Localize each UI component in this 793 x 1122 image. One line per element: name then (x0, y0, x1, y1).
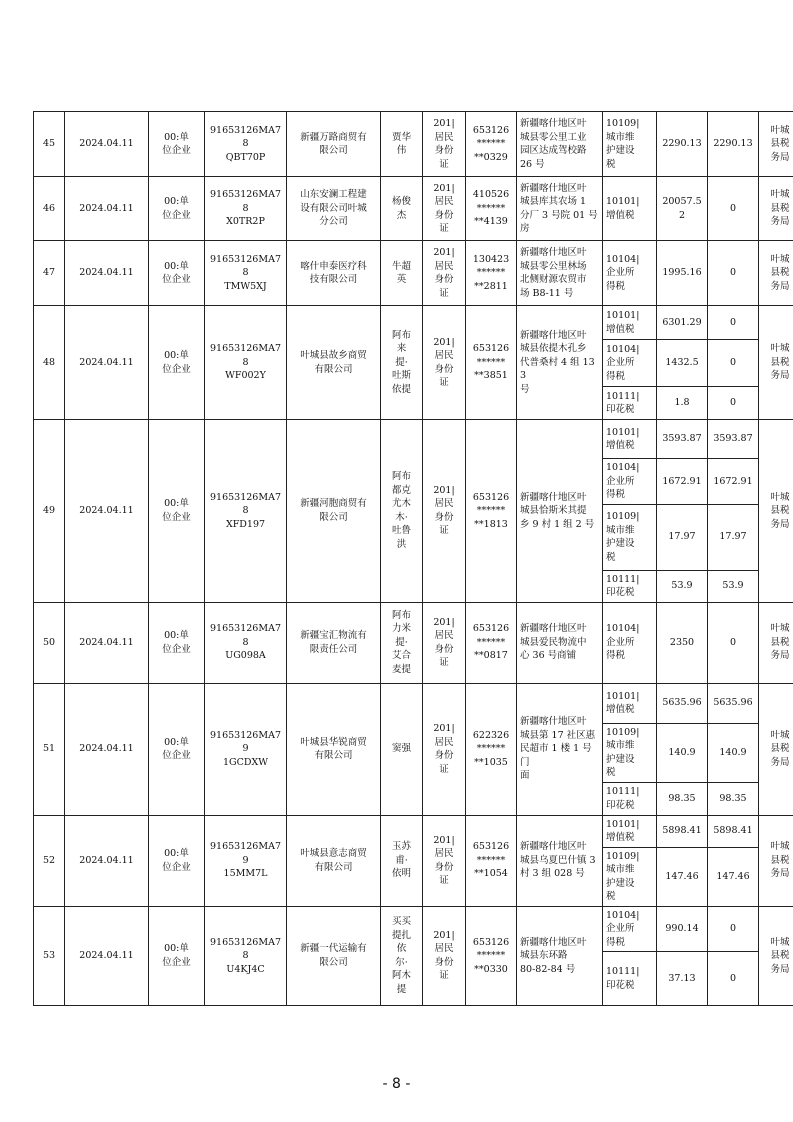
tax-office-cell: 叶城 县税 务局 (759, 906, 793, 1006)
tax-amount-cell: 0 (708, 952, 759, 1006)
tax-office-cell: 叶城 县税 务局 (759, 112, 793, 177)
id-number-cell: 653126 ****** **0329 (466, 112, 517, 177)
row-number: 47 (34, 241, 65, 306)
date-cell: 2024.04.11 (65, 112, 149, 177)
date-cell: 2024.04.11 (65, 241, 149, 306)
taxpayer-type-cell: 00:单 位企业 (149, 241, 205, 306)
tax-type-cell: 10101| 增值税 (603, 420, 657, 459)
tax-office-cell: 叶城 县税 务局 (759, 602, 793, 683)
table-row (34, 177, 793, 241)
tax-amount-cell: 1672.91 (657, 459, 708, 505)
id-number-cell: 130423 ****** **2811 (466, 241, 517, 306)
tax-amount-cell: 140.9 (657, 723, 708, 782)
id-type-cell: 201| 居民 身份 证 (423, 112, 466, 177)
tax-type-cell: 10101| 增值税 (603, 815, 657, 847)
tax-amount-cell: 140.9 (708, 723, 759, 782)
row-number: 49 (34, 420, 65, 603)
tax-type-cell: 10104| 企业所 得税 (603, 459, 657, 505)
date-cell: 2024.04.11 (65, 602, 149, 683)
page-number: - 8 - (382, 1076, 411, 1092)
taxpayer-type-cell: 00:单 位企业 (149, 602, 205, 683)
tax-amount-cell: 2350 (657, 602, 708, 683)
tax-amount-cell: 1432.5 (657, 340, 708, 387)
address-cell: 新疆喀什地区叶 城县爱民物流中 心 36 号商铺 (517, 602, 603, 683)
tax-amount-cell: 147.46 (657, 847, 708, 906)
tax-amount-cell: 3593.87 (708, 420, 759, 459)
tax-amount-cell: 2290.13 (657, 112, 708, 177)
tax-amount-cell: 17.97 (708, 504, 759, 570)
id-type-cell: 201| 居民 身份 证 (423, 602, 466, 683)
row-number: 51 (34, 683, 65, 815)
table-row (34, 241, 793, 306)
table-row (34, 306, 793, 340)
id-number-cell: 410526 ****** **4139 (466, 177, 517, 241)
tax-type-cell: 10109| 城市维 护建设 税 (603, 847, 657, 906)
credit-code-cell: 91653126MA78 UG098A (205, 602, 287, 683)
tax-amount-cell: 53.9 (657, 570, 708, 602)
company-name-cell: 叶城县华锐商贸 有限公司 (287, 683, 381, 815)
credit-code-cell: 91653126MA78 U4KJ4C (205, 906, 287, 1006)
tax-type-cell: 10104| 企业所 得税 (603, 906, 657, 952)
legal-person-cell: 窦强 (381, 683, 423, 815)
legal-person-cell: 阿布 力米 提· 艾合 麦提 (381, 602, 423, 683)
date-cell: 2024.04.11 (65, 815, 149, 906)
row-number: 53 (34, 906, 65, 1006)
tax-office-cell: 叶城 县税 务局 (759, 306, 793, 420)
table-row (34, 420, 793, 459)
id-type-cell: 201| 居民 身份 证 (423, 906, 466, 1006)
taxpayer-type-cell: 00:单 位企业 (149, 112, 205, 177)
tax-amount-cell: 0 (708, 241, 759, 306)
tax-office-cell: 叶城 县税 务局 (759, 177, 793, 241)
address-cell: 新疆喀什地区叶 城县恰斯米其提 乡 9 村 1 组 2 号 (517, 420, 603, 603)
row-number: 45 (34, 112, 65, 177)
table-row (34, 602, 793, 683)
company-name-cell: 新疆一代运输有 限公司 (287, 906, 381, 1006)
row-number: 52 (34, 815, 65, 906)
tax-amount-cell: 0 (708, 387, 759, 420)
legal-person-cell: 杨俊 杰 (381, 177, 423, 241)
tax-amount-cell: 0 (708, 340, 759, 387)
id-type-cell: 201| 居民 身份 证 (423, 683, 466, 815)
tax-office-cell: 叶城 县税 务局 (759, 683, 793, 815)
id-number-cell: 653126 ****** **1054 (466, 815, 517, 906)
tax-type-cell: 10109| 城市维 护建设 税 (603, 504, 657, 570)
tax-type-cell: 10111| 印花税 (603, 952, 657, 1006)
date-cell: 2024.04.11 (65, 420, 149, 603)
tax-amount-cell: 5635.96 (708, 683, 759, 723)
address-cell: 新疆喀什地区叶 城县东环路 80-82-84 号 (517, 906, 603, 1006)
tax-type-cell: 10104| 企业所 得税 (603, 602, 657, 683)
credit-code-cell: 91653126MA78 WF002Y (205, 306, 287, 420)
legal-person-cell: 买买 提扎 依 尔· 阿木 提 (381, 906, 423, 1006)
tax-amount-cell: 0 (708, 906, 759, 952)
taxpayer-type-cell: 00:单 位企业 (149, 815, 205, 906)
id-number-cell: 653126 ****** **0330 (466, 906, 517, 1006)
id-type-cell: 201| 居民 身份 证 (423, 241, 466, 306)
taxpayer-type-cell: 00:单 位企业 (149, 177, 205, 241)
tax-amount-cell: 147.46 (708, 847, 759, 906)
legal-person-cell: 玉苏 甫· 依明 (381, 815, 423, 906)
tax-amount-cell: 6301.29 (657, 306, 708, 340)
tax-amount-cell: 0 (708, 177, 759, 241)
tax-type-cell: 10104| 企业所 得税 (603, 241, 657, 306)
tax-amount-cell: 1672.91 (708, 459, 759, 505)
row-number: 50 (34, 602, 65, 683)
company-name-cell: 喀什申泰医疗科 技有限公司 (287, 241, 381, 306)
id-type-cell: 201| 居民 身份 证 (423, 420, 466, 603)
id-type-cell: 201| 居民 身份 证 (423, 177, 466, 241)
tax-record-table (33, 111, 793, 1006)
date-cell: 2024.04.11 (65, 306, 149, 420)
tax-amount-cell: 1.8 (657, 387, 708, 420)
tax-amount-cell: 53.9 (708, 570, 759, 602)
tax-amount-cell: 98.35 (657, 782, 708, 815)
table-row (34, 112, 793, 177)
tax-type-cell: 10109| 城市维 护建设 税 (603, 112, 657, 177)
table-row (34, 906, 793, 952)
address-cell: 新疆喀什地区叶 城县第 17 社区惠 民超市 1 楼 1 号门 面 (517, 683, 603, 815)
legal-person-cell: 贾华 伟 (381, 112, 423, 177)
tax-amount-cell: 5898.41 (657, 815, 708, 847)
id-type-cell: 201| 居民 身份 证 (423, 815, 466, 906)
row-number: 46 (34, 177, 65, 241)
company-name-cell: 叶城县故乡商贸 有限公司 (287, 306, 381, 420)
row-number: 48 (34, 306, 65, 420)
tax-amount-cell: 1995.16 (657, 241, 708, 306)
tax-amount-cell: 98.35 (708, 782, 759, 815)
tax-type-cell: 10104| 企业所 得税 (603, 340, 657, 387)
address-cell: 新疆喀什地区叶 城县依提木孔乡 代普桑村 4 组 133 号 (517, 306, 603, 420)
company-name-cell: 新疆河胞商贸有 限公司 (287, 420, 381, 603)
company-name-cell: 山东安澜工程建 设有限公司叶城 分公司 (287, 177, 381, 241)
company-name-cell: 新疆宝汇物流有 限责任公司 (287, 602, 381, 683)
credit-code-cell: 91653126MA78 QBT70P (205, 112, 287, 177)
tax-amount-cell: 37.13 (657, 952, 708, 1006)
date-cell: 2024.04.11 (65, 906, 149, 1006)
table-row (34, 815, 793, 847)
tax-amount-cell: 5635.96 (657, 683, 708, 723)
legal-person-cell: 阿布 来 提· 吐斯 依提 (381, 306, 423, 420)
credit-code-cell: 91653126MA78 X0TR2P (205, 177, 287, 241)
id-number-cell: 653126 ****** **0817 (466, 602, 517, 683)
tax-amount-cell: 0 (708, 602, 759, 683)
table-body (34, 112, 793, 1006)
tax-type-cell: 10111| 印花税 (603, 387, 657, 420)
address-cell: 新疆喀什地区叶 城县零公里林场 北侧财源农贸市 场 B8-11 号 (517, 241, 603, 306)
company-name-cell: 叶城县意志商贸 有限公司 (287, 815, 381, 906)
credit-code-cell: 91653126MA78 XFD197 (205, 420, 287, 603)
tax-office-cell: 叶城 县税 务局 (759, 420, 793, 603)
company-name-cell: 新疆万路商贸有 限公司 (287, 112, 381, 177)
credit-code-cell: 91653126MA79 1GCDXW (205, 683, 287, 815)
tax-type-cell: 10111| 印花税 (603, 570, 657, 602)
table-row (34, 683, 793, 723)
credit-code-cell: 91653126MA78 TMW5XJ (205, 241, 287, 306)
tax-office-cell: 叶城 县税 务局 (759, 815, 793, 906)
tax-amount-cell: 17.97 (657, 504, 708, 570)
tax-type-cell: 10111| 印花税 (603, 782, 657, 815)
legal-person-cell: 阿布 都克 尤木 木· 吐鲁 洪 (381, 420, 423, 603)
date-cell: 2024.04.11 (65, 177, 149, 241)
taxpayer-type-cell: 00:单 位企业 (149, 683, 205, 815)
taxpayer-type-cell: 00:单 位企业 (149, 420, 205, 603)
tax-amount-cell: 20057.5 2 (657, 177, 708, 241)
id-number-cell: 653126 ****** **1813 (466, 420, 517, 603)
tax-type-cell: 10101| 增值税 (603, 306, 657, 340)
tax-amount-cell: 990.14 (657, 906, 708, 952)
legal-person-cell: 牛超 英 (381, 241, 423, 306)
address-cell: 新疆喀什地区叶 城县零公里工业 园区达成驾校路 26 号 (517, 112, 603, 177)
address-cell: 新疆喀什地区叶 城县库其农场 1 分厂 3 号院 01 号 房 (517, 177, 603, 241)
id-number-cell: 622326 ****** **1035 (466, 683, 517, 815)
tax-amount-cell: 0 (708, 306, 759, 340)
credit-code-cell: 91653126MA79 15MM7L (205, 815, 287, 906)
date-cell: 2024.04.11 (65, 683, 149, 815)
tax-amount-cell: 2290.13 (708, 112, 759, 177)
address-cell: 新疆喀什地区叶 城县乌夏巴什镇 3 村 3 组 028 号 (517, 815, 603, 906)
tax-amount-cell: 5898.41 (708, 815, 759, 847)
taxpayer-type-cell: 00:单 位企业 (149, 906, 205, 1006)
id-number-cell: 653126 ****** **3851 (466, 306, 517, 420)
tax-office-cell: 叶城 县税 务局 (759, 241, 793, 306)
tax-amount-cell: 3593.87 (657, 420, 708, 459)
taxpayer-type-cell: 00:单 位企业 (149, 306, 205, 420)
id-type-cell: 201| 居民 身份 证 (423, 306, 466, 420)
tax-type-cell: 10109| 城市维 护建设 税 (603, 723, 657, 782)
tax-type-cell: 10101| 增值税 (603, 177, 657, 241)
tax-type-cell: 10101| 增值税 (603, 683, 657, 723)
